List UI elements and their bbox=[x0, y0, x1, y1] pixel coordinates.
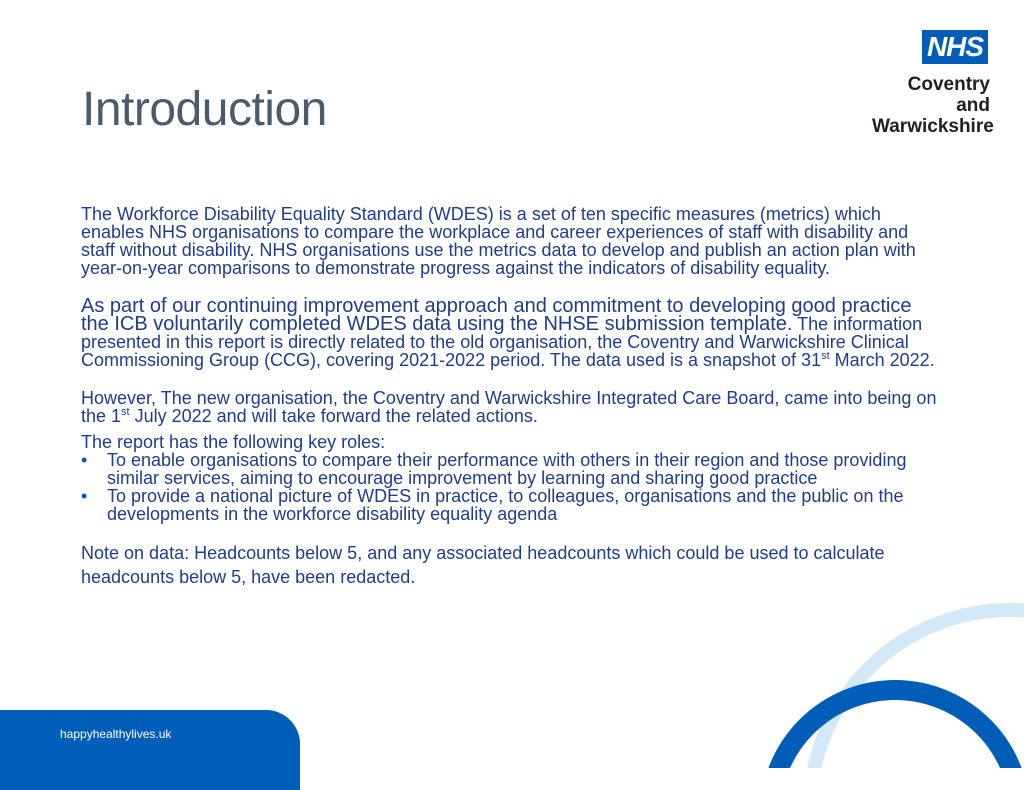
roles-list bbox=[81, 451, 941, 523]
role-text: To enable organisations to compare their performance with others in their region and those providing similar services, aiming to encourage improvement by learning and sharing good practice bbox=[107, 450, 907, 488]
list-item bbox=[81, 451, 941, 487]
paragraph-rest: The information presented in this report is directly related to the old organisation, the Coventry and Warwickshire Clinical Commissioning Group (CCG), covering 2021-2022 period. The data used is a snapshot of 31 bbox=[81, 314, 923, 370]
data-note: Note on data: Headcounts below 5, and any associated headcounts which could be used to calculate headcounts below 5, have been redacted. bbox=[81, 543, 885, 587]
paragraph-new-organisation bbox=[81, 389, 941, 425]
list-item bbox=[81, 487, 941, 523]
paragraph-text: However, The new organisation, the Coventry and Warwickshire Integrated Care Board, came into being on the 1 bbox=[81, 388, 937, 426]
nhs-badge: NHS bbox=[922, 30, 988, 64]
paragraph-wdes-definition: The Workforce Disability Equality Standard (WDES) is a set of ten specific measures (metrics) which enables NHS organisations to compare the workplace and career experiences of staff with disability and staff without disability. NHS organisations use the metrics data to develop and publish an action plan with year-on-year comparisons to demonstrate progress against the indicators of disability equality. bbox=[81, 204, 916, 278]
inner-arc-dark bbox=[770, 690, 1020, 768]
slide-content bbox=[81, 205, 941, 607]
role-text: To provide a national picture of WDES in practice, to colleagues, organisations and the public on the developments in the workforce disability equality agenda bbox=[107, 486, 904, 524]
org-name: Coventry and Warwickshire bbox=[872, 74, 994, 137]
footer-tab bbox=[0, 710, 300, 790]
ordinal-suffix: st bbox=[821, 350, 830, 362]
paragraph-rest-end: March 2022. bbox=[829, 350, 935, 370]
roles-intro: The report has the following key roles: bbox=[81, 432, 386, 452]
paragraph-text-end: July 2022 and will take forward the related actions. bbox=[129, 406, 538, 426]
bullet-icon: • bbox=[81, 450, 88, 470]
ordinal-suffix: st bbox=[121, 406, 130, 418]
paragraph-lead: As part of our continuing improvement approach and commitment to developing good practice the ICB voluntarily completed WDES data using the NHSE submission template. bbox=[81, 295, 912, 335]
bullet-icon: • bbox=[81, 486, 88, 506]
paragraph-icb-approach bbox=[81, 297, 941, 369]
footer-website-link[interactable]: happyhealthylives.uk bbox=[60, 727, 172, 741]
slide-title: Introduction bbox=[82, 83, 327, 136]
